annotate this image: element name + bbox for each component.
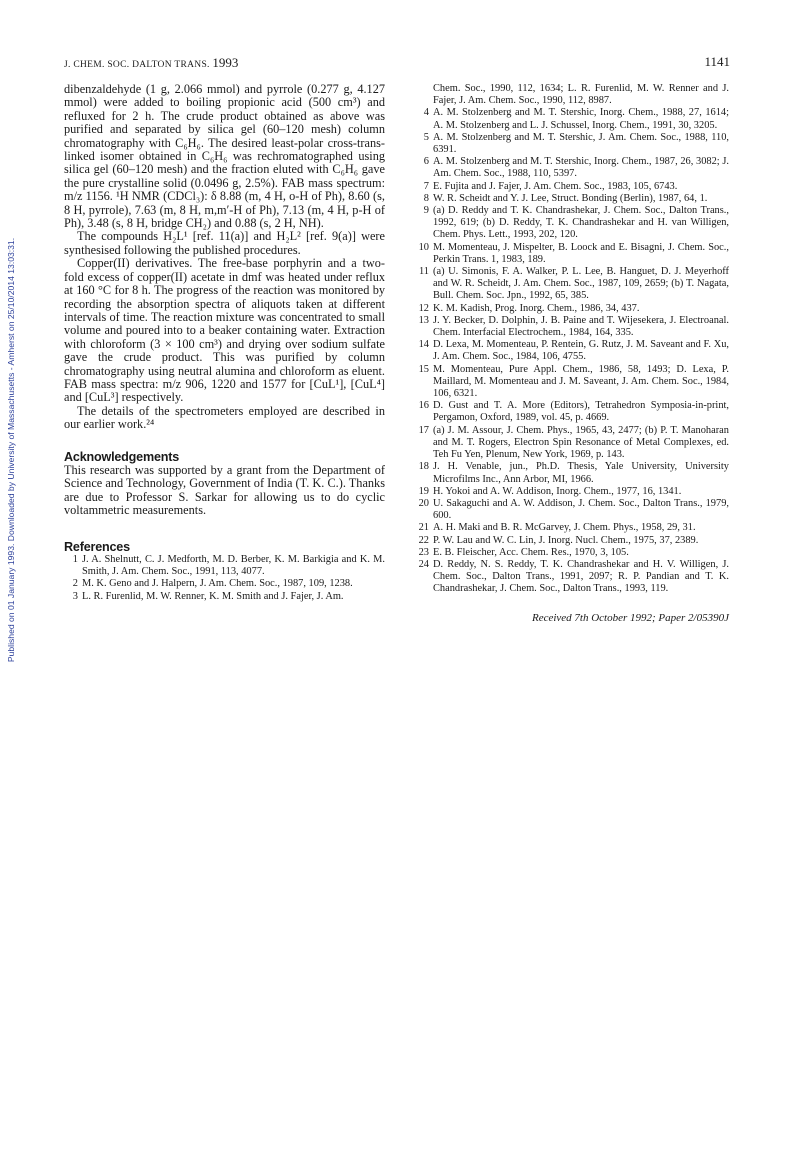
page-number: 1141 [704, 54, 730, 69]
reference-number: 16 [418, 400, 429, 412]
journal-title [64, 55, 238, 71]
reference-item [415, 535, 729, 547]
reference-number: 22 [418, 534, 429, 546]
reference-item [415, 522, 729, 534]
reference-number: 12 [418, 302, 429, 314]
reference-text: L. R. Furenlid, M. W. Renner, K. M. Smith and J. Fajer, J. Am. [82, 590, 344, 602]
references-heading: References [64, 539, 130, 554]
download-watermark-text: Published on 01 January 1993. Downloaded by University of Massachusetts - Amherst on 25/10/2014 13:03:31. [6, 237, 16, 663]
reference-number: 2 [72, 578, 78, 590]
reference-number: 10 [418, 241, 429, 253]
reference-number: 5 [423, 131, 429, 143]
reference-number: 8 [423, 192, 429, 204]
reference-item [415, 266, 729, 303]
reference-text: K. M. Kadish, Prog. Inorg. Chem., 1986, 34, 437. [433, 302, 640, 314]
journal-name: J. CHEM. SOC. DALTON TRANS. [64, 60, 210, 70]
reference-text: H. Yokoi and A. W. Addison, Inorg. Chem., 1977, 16, 1341. [433, 485, 682, 497]
reference-item [415, 364, 729, 401]
reference-item [415, 400, 729, 424]
reference-text: E. B. Fleischer, Acc. Chem. Res., 1970, 3, 105. [433, 546, 629, 558]
reference-text: J. A. Shelnutt, C. J. Medforth, M. D. Berber, K. M. Barkigia and K. M. Smith, J. Am. Chem. Soc., 1991, 113, 4077. [82, 554, 385, 578]
received-date: Received 7th October 1992; Paper 2/05390J [531, 611, 729, 624]
reference-text: M. K. Geno and J. Halpern, J. Am. Chem. Soc., 1987, 109, 1238. [82, 578, 353, 590]
reference-number: 7 [423, 180, 429, 192]
left-column [64, 83, 385, 603]
reference-item [415, 461, 729, 485]
reference-item [64, 591, 385, 603]
reference-text: D. Lexa, M. Momenteau, P. Rentein, G. Rutz, J. M. Saveant and F. Xu, J. Am. Chem. Soc., 1984, 106, 4755. [433, 339, 729, 363]
reference-text: A. M. Stolzenberg and M. T. Stershic, Inorg. Chem., 1987, 26, 3082; J. Am. Chem. Soc., 1988, 110, 5397. [433, 156, 729, 180]
reference-text: A. M. Stolzenberg and M. T. Stershic, J. Am. Chem. Soc., 1988, 110, 6391. [433, 131, 729, 156]
reference-text: M. Momenteau, Pure Appl. Chem., 1986, 58, 1493; D. Lexa, P. Maillard, M. Momenteau and J. M. Saveant, J. Am. Chem. Soc., 1984, 106, 6321. [433, 363, 729, 400]
reference-text: E. Fujita and J. Fajer, J. Am. Chem. Soc., 1983, 105, 6743. [433, 180, 678, 192]
reference-number: 23 [418, 546, 429, 558]
reference-number: 6 [423, 156, 429, 168]
acknowledgements-heading: Acknowledgements [64, 449, 180, 464]
reference-text: W. R. Scheidt and Y. J. Lee, Struct. Bonding (Berlin), 1987, 64, 1. [433, 192, 708, 204]
reference-number: 24 [418, 558, 429, 570]
reference-text: J. Y. Becker, D. Dolphin, J. B. Paine and T. Wijesekera, J. Electroanal. Chem. Interfacial Electrochem., 1984, 164, 335. [433, 314, 729, 339]
reference-item [64, 554, 385, 578]
reference-text: U. Sakaguchi and A. W. Addison, J. Chem. Soc., Dalton Trans., 1979, 600. [433, 497, 729, 522]
body-paragraph-2: The compounds H₂L¹ [ref. 11(a)] and H₂L² [ref. 9(a)] were synthesised following the published procedures. [64, 229, 385, 257]
reference-number [415, 83, 433, 107]
reference-number: 13 [418, 314, 429, 326]
reference-number: 11 [418, 266, 429, 278]
reference-item [415, 156, 729, 180]
reference-item [415, 181, 729, 193]
reference-text: A. M. Stolzenberg and M. T. Stershic, Inorg. Chem., 1988, 27, 1614; A. M. Stolzenberg and L. J. Schussel, Inorg. Chem., 1991, 30, 3205. [433, 107, 729, 131]
reference-number: 4 [423, 107, 429, 119]
body-paragraph-1: dibenzaldehyde (1 g, 2.066 mmol) and pyrrole (0.277 g, 4.127 mmol) were added to boiling propionic acid (500 cm³) and refluxed for 2 h. The crude product obtained as above was purified and separated by silica gel (60–120 mesh) column chromatography with C₆H₆. The desired least-polar cross-trans-linked isomer obtained in C₆H₆ was rechromatographed using silica gel (60–120 mesh) and the fraction eluted with C₆H₆ gave the pure crystalline solid (0.0496 g, 2.5%). FAB mass spectrum: m/z 1156. ¹H NMR (CDCl₃): δ 8.88 (m, 4 H, o-H of Ph), 8.60 (s, 8 H, pyrrole), 7.63 (m, 8 H, m,m′-H of Ph), 7.13 (m, 4 H, p-H of Ph), 3.48 (s, 8 H, bridge CH₂) and 0.88 (s, 2 H, NH). [64, 82, 385, 231]
reference-text: (a) D. Reddy and T. K. Chandrashekar, J. Chem. Soc., Dalton Trans., 1992, 619; (b) D. Reddy, T. K. Chandrashekar and H. van Willigen, Chem. Phys. Lett., 1993, 202, 120. [433, 205, 729, 241]
reference-number: 1 [72, 554, 78, 565]
right-column [415, 83, 729, 624]
reference-number: 17 [418, 424, 429, 436]
reference-text: M. Momenteau, J. Mispelter, B. Loock and E. Bisagni, J. Chem. Soc., Perkin Trans. 1, 1983, 189. [433, 241, 729, 265]
reference-item [415, 339, 729, 363]
reference-number: 14 [418, 339, 429, 351]
journal-year: 1993 [212, 55, 239, 70]
reference-number: 20 [418, 497, 429, 509]
reference-item [415, 83, 729, 107]
reference-text: (a) U. Simonis, F. A. Walker, P. L. Lee, B. Hanguet, D. J. Meyerhoff and W. R. Scheidt, J. Am. Chem. Soc., 1987, 109, 2659; (b) T. Nagata, Bull. Chem. Soc. Jpn., 1992, 65, 385. [433, 266, 729, 302]
reference-number: 19 [418, 485, 429, 497]
reference-item [64, 578, 385, 590]
reference-number: 21 [418, 522, 429, 534]
reference-item [415, 315, 729, 339]
reference-item [415, 193, 729, 205]
reference-item [415, 425, 729, 462]
reference-item [415, 498, 729, 522]
reference-item [415, 242, 729, 266]
reference-text: A. H. Maki and B. R. McGarvey, J. Chem. Phys., 1958, 29, 31. [433, 522, 696, 534]
reference-number: 3 [72, 590, 78, 602]
reference-item [415, 547, 729, 559]
reference-text: (a) J. M. Assour, J. Chem. Phys., 1965, 43, 2477; (b) P. T. Manoharan and M. T. Rogers, Electron Spin Resonance of Metal Complexes, ed. Teh Fu Yen, Plenum, New York, 1969, p. 143. [433, 424, 729, 461]
reference-item [415, 303, 729, 315]
reference-list-left [64, 554, 385, 603]
acknowledgements-text: This research was supported by a grant from the Department of Science and Technology, Government of India (T. K. C.). Thanks are due to Professor S. Sarkar for allowing us to do cyclic voltammetric measurements. [64, 462, 385, 518]
running-header [64, 55, 730, 69]
reference-item [415, 486, 729, 498]
reference-item [415, 107, 729, 131]
reference-item [415, 205, 729, 242]
reference-text: J. H. Venable, jun., Ph.D. Thesis, Yale University, University Microfilms Inc., Ann Arbor, MI, 1966. [433, 461, 729, 485]
body-paragraph-4: The details of the spectrometers employed are described in our earlier work.²⁴ [64, 403, 385, 432]
reference-number: 9 [423, 205, 429, 217]
download-watermark [1, 210, 21, 690]
reference-item [415, 559, 729, 596]
reference-number: 18 [418, 461, 429, 473]
reference-text: D. Reddy, N. S. Reddy, T. K. Chandrashekar and H. V. Willigen, J. Chem. Soc., Dalton Trans., 1991, 2097; R. P. Pandian and T. K. Chandrashekar, J. Chem. Soc., Dalton Trans., 1993, 119. [433, 558, 729, 595]
reference-text: Chem. Soc., 1990, 112, 1634; L. R. Furenlid, M. W. Renner and J. Fajer, J. Am. Chem. Soc., 1990, 112, 8987. [433, 83, 729, 107]
reference-number: 15 [418, 363, 429, 375]
reference-text: P. W. Lau and W. C. Lin, J. Inorg. Nucl. Chem., 1975, 37, 2389. [433, 534, 699, 546]
reference-text: D. Gust and T. A. More (Editors), Tetrahedron Symposia-in-print, Pergamon, Oxford, 1989, vol. 45, p. 4669. [433, 400, 729, 424]
reference-item [415, 132, 729, 156]
body-paragraph-3: Copper(II) derivatives. The free-base porphyrin and a two-fold excess of copper(II) acetate in dmf was heated under reflux at 160 °C for 8 h. The progress of the reaction was monitored by recording the absorption spectra of aliquots taken at different intervals of time. The reaction mixture was concentrated to small volume and poured into to a beaker containing water. Extraction with chloroform (3 × 100 cm³) and drying over sodium sulfate gave the crude product. This was purified by column chromatography using neutral alumina and chloroform as eluent. FAB mass spectra: m/z 906, 1220 and 1577 for [CuL¹], [CuL⁴] and [CuL³] respectively. [64, 256, 385, 405]
